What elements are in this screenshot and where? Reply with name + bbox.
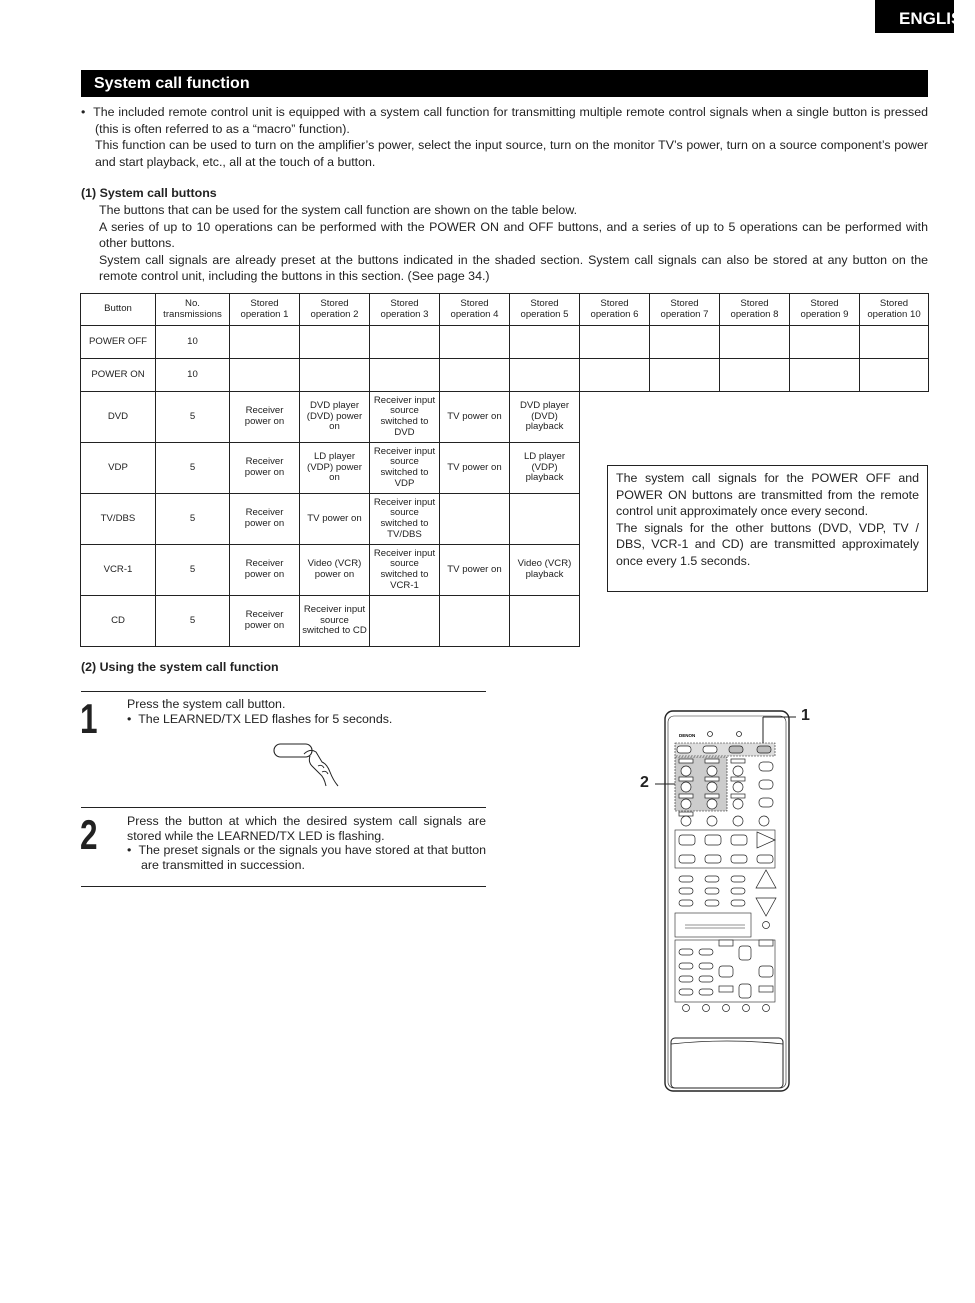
table-cell: LD player (VDP) playback: [510, 443, 580, 494]
remote-control-illustration: [655, 708, 795, 1096]
section-title: System call function: [81, 70, 928, 97]
column-header: Stored operation 5: [510, 294, 580, 326]
description-paragraph: A series of up to 10 operations can be performed with the POWER ON and OFF buttons, and a series of up to 5 operations can be performed with other buttons.: [99, 219, 928, 250]
step-bullet: [127, 712, 486, 727]
table-cell: [720, 326, 790, 359]
callout-label: 1: [801, 707, 810, 724]
table-cell: 10: [156, 326, 230, 359]
table-cell: [860, 326, 929, 359]
intro-bullet-text: The included remote control unit is equipped with a system call function for transmitting multiple remote control signals when a single button is pressed (this is often referred to as a “macro” function).: [93, 105, 928, 136]
table-cell: Video (VCR) playback: [510, 545, 580, 596]
subheading-using-system-call: [81, 660, 279, 674]
divider: [81, 807, 486, 808]
table-cell: 5: [156, 545, 230, 596]
table-cell: Receiver input source switched to VCR-1: [370, 545, 440, 596]
table-row: [81, 392, 929, 443]
table-cell: Receiver input source switched to DVD: [370, 392, 440, 443]
table-cell: 5: [156, 494, 230, 545]
table-cell: [300, 359, 370, 392]
table-cell: [510, 494, 580, 545]
column-header: Button: [81, 294, 156, 326]
table-cell: POWER OFF: [81, 326, 156, 359]
table-header-row: [81, 294, 929, 326]
column-header: Stored operation 2: [300, 294, 370, 326]
table-cell: [650, 326, 720, 359]
table-cell: [230, 359, 300, 392]
step-bullet-text: The preset signals or the signals you have stored at that button are transmitted in succession.: [138, 843, 486, 872]
subheading-title: System call buttons: [99, 186, 217, 200]
table-cell: [790, 359, 860, 392]
table-cell: [440, 359, 510, 392]
table-cell: Receiver input source switched to TV/DBS: [370, 494, 440, 545]
table-cell: DVD: [81, 392, 156, 443]
table-cell: Receiver power on: [230, 494, 300, 545]
description-paragraph: The buttons that can be used for the system call function are shown on the table below.: [99, 203, 578, 217]
table-cell: [510, 359, 580, 392]
bullet-glyph: •: [81, 105, 94, 119]
language-tab: ENGLISH: [875, 0, 954, 33]
column-header: Stored operation 10: [860, 294, 929, 326]
divider: [81, 691, 486, 692]
table-cell: TV power on: [440, 545, 510, 596]
divider: [81, 886, 486, 887]
note-paragraph: The system call signals for the POWER OFF and POWER ON buttons are transmitted from the remote control unit approximately once every second.: [616, 471, 919, 518]
table-cell: VDP: [81, 443, 156, 494]
column-header: Stored operation 9: [790, 294, 860, 326]
table-cell: DVD player (DVD) power on: [300, 392, 370, 443]
table-cell: [580, 359, 650, 392]
table-cell: [440, 494, 510, 545]
note-paragraph: The signals for the other buttons (DVD, VDP, TV / DBS, VCR-1 and CD) are transmitted approximately once every 1.5 seconds.: [616, 520, 919, 568]
callout-label: 2: [640, 774, 649, 791]
table-cell: Receiver power on: [230, 545, 300, 596]
step-bullet-text: The LEARNED/TX LED flashes for 5 seconds.: [138, 711, 393, 726]
step-number: 2: [80, 811, 98, 858]
column-header: Stored operation 7: [650, 294, 720, 326]
table-cell: [510, 596, 580, 647]
table-cell: Receiver power on: [230, 596, 300, 647]
table-cell: [370, 596, 440, 647]
remote-brand-logo: DENON: [679, 733, 696, 738]
bullet-glyph: •: [127, 711, 139, 726]
table-cell: [580, 326, 650, 359]
table-cell: POWER ON: [81, 359, 156, 392]
table-cell: VCR-1: [81, 545, 156, 596]
table-cell: Video (VCR) power on: [300, 545, 370, 596]
table-cell: 5: [156, 392, 230, 443]
table-cell: [720, 359, 790, 392]
pressing-finger-icon: [266, 738, 346, 788]
column-header: Stored operation 1: [230, 294, 300, 326]
column-header: No. transmissions: [156, 294, 230, 326]
table-cell: Receiver input source switched to VDP: [370, 443, 440, 494]
table-cell: TV power on: [440, 443, 510, 494]
table-cell: [370, 326, 440, 359]
table-cell: TV power on: [440, 392, 510, 443]
column-header: Stored operation 3: [370, 294, 440, 326]
transmission-note-box: [607, 465, 928, 592]
table-cell: [790, 326, 860, 359]
table-cell: [230, 326, 300, 359]
system-call-buttons-description: [99, 202, 928, 285]
bullet-glyph: •: [127, 843, 139, 857]
table-cell: DVD player (DVD) playback: [510, 392, 580, 443]
table-cell: [650, 359, 720, 392]
table-cell: [510, 326, 580, 359]
step-instruction: Press the button at which the desired system call signals are stored while the LEARNED/TX LED is flashing.: [127, 814, 486, 843]
subheading-system-call-buttons: [81, 186, 217, 200]
table-cell: [440, 596, 510, 647]
description-paragraph: System call signals are already preset at the buttons indicated in the shaded section. System call signals can also be stored at any button on the remote control unit, including the buttons in this section. (See page 34.): [99, 252, 928, 283]
intro-text: [81, 104, 928, 170]
column-header: Stored operation 8: [720, 294, 790, 326]
table-cell: CD: [81, 596, 156, 647]
table-cell: TV/DBS: [81, 494, 156, 545]
table-row: [81, 359, 929, 392]
table-cell: Receiver input source switched to CD: [300, 596, 370, 647]
table-cell: [370, 359, 440, 392]
table-cell: [440, 326, 510, 359]
step-number: 1: [80, 695, 98, 742]
table-cell: 5: [156, 443, 230, 494]
step-2-text: [127, 814, 486, 872]
table-cell: [300, 326, 370, 359]
step-bullet: [127, 843, 486, 872]
subheading-number: (2): [81, 660, 97, 674]
intro-bullet-paragraph: [81, 104, 928, 137]
table-cell: TV power on: [300, 494, 370, 545]
subheading-title: Using the system call function: [99, 660, 279, 674]
table-cell: LD player (VDP) power on: [300, 443, 370, 494]
table-row: [81, 326, 929, 359]
table-cell: Receiver power on: [230, 392, 300, 443]
table-cell: Receiver power on: [230, 443, 300, 494]
table-cell: [860, 359, 929, 392]
column-header: Stored operation 4: [440, 294, 510, 326]
step-instruction: Press the system call button.: [127, 697, 286, 711]
table-cell: 10: [156, 359, 230, 392]
subheading-number: (1): [81, 186, 97, 200]
step-1-text: [127, 697, 486, 726]
table-cell: 5: [156, 596, 230, 647]
column-header: Stored operation 6: [580, 294, 650, 326]
intro-continuation: This function can be used to turn on the amplifier’s power, select the input source, turn on the monitor TV’s power, turn on a source component’s power and start playback, etc., all at the touch of a button.: [95, 138, 928, 169]
